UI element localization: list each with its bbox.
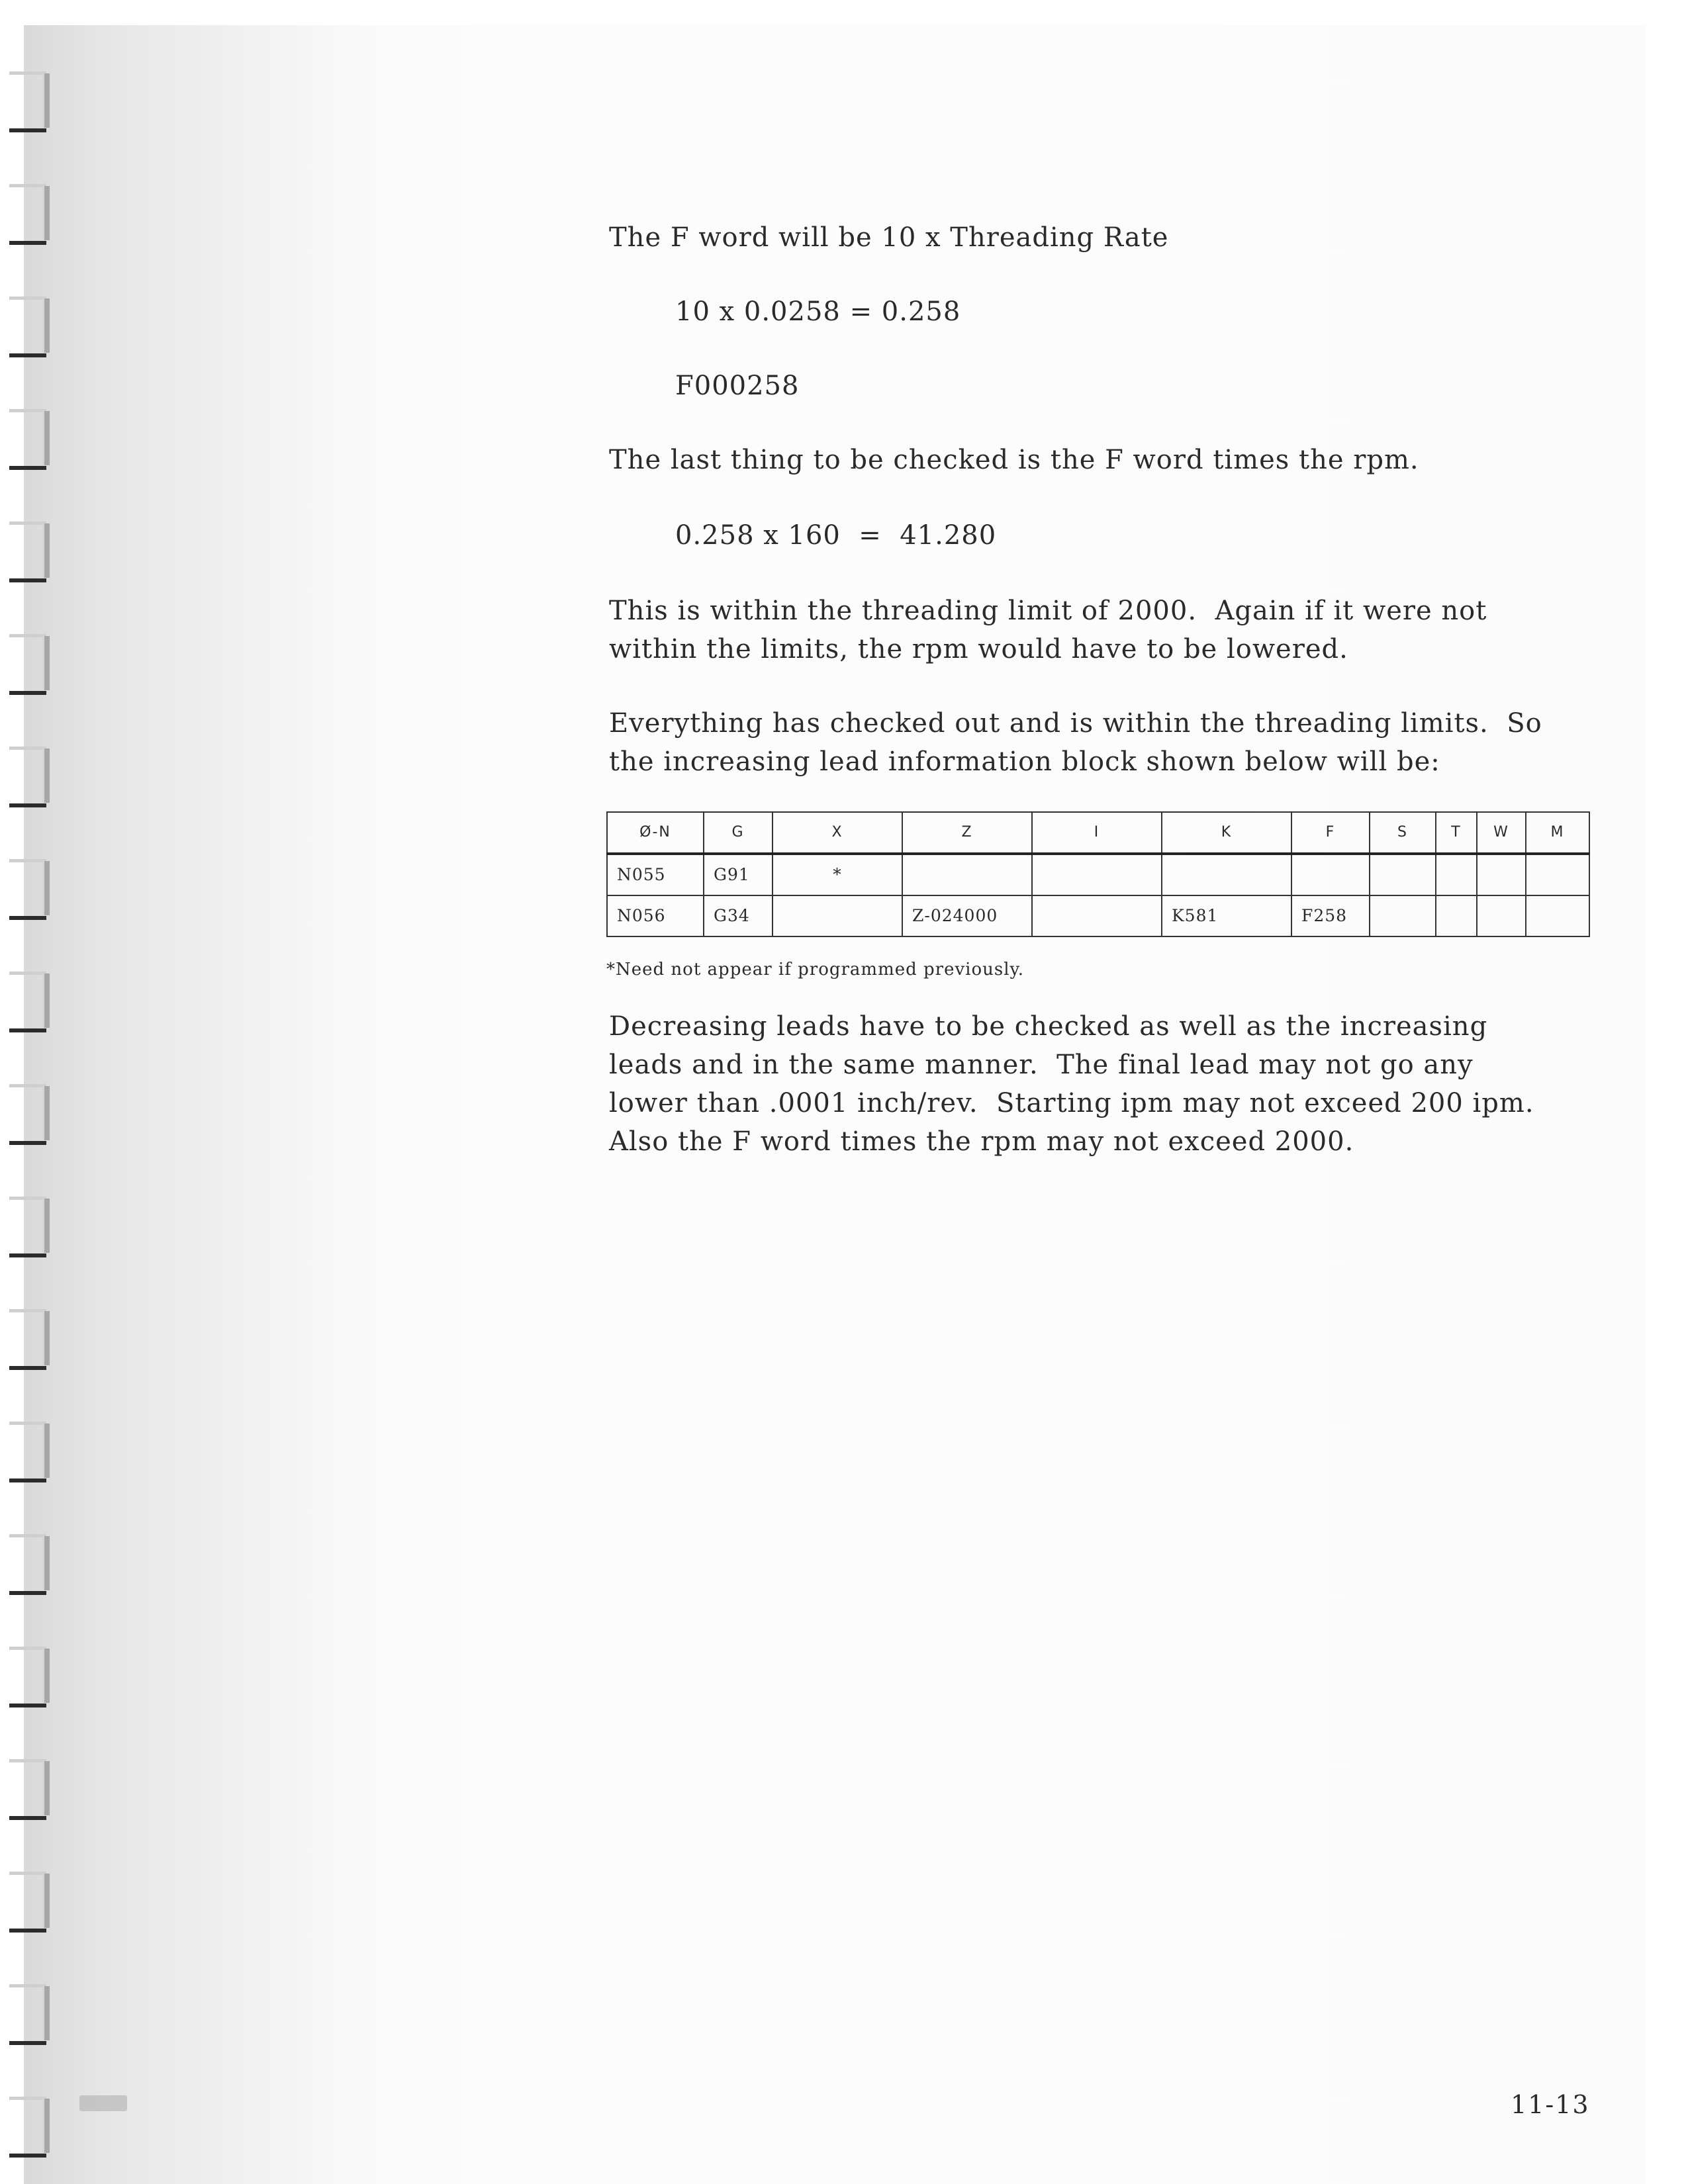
binding-ring-segment	[9, 184, 46, 187]
binding-ring-segment	[42, 1874, 50, 1928]
binding-ring-segment	[9, 803, 46, 807]
binding-ring	[9, 972, 48, 1032]
binding-ring-segment	[9, 1591, 46, 1595]
binding-ring-segment	[9, 1253, 46, 1257]
binding-ring	[9, 1759, 48, 1820]
binding-ring-segment	[9, 578, 46, 582]
binding-ring-segment	[42, 1986, 50, 2040]
binding-ring-segment	[9, 296, 46, 300]
column-header-x: X	[773, 812, 902, 854]
column-header-m: M	[1526, 812, 1589, 854]
binding-ring	[9, 184, 48, 245]
binding-ring-segment	[9, 2041, 46, 2045]
paragraph-decreasing-leads-line3: lower than .0001 inch/rev. Starting ipm may not exceed 200 ipm.	[609, 1088, 1534, 1118]
binding-ring-segment	[9, 1872, 46, 1875]
binding-ring-segment	[9, 1929, 46, 1933]
binding-ring-segment	[42, 861, 50, 915]
paragraph-last-check: The last thing to be checked is the F word times the rpm.	[609, 445, 1419, 475]
column-header-k: K	[1162, 812, 1291, 854]
binding-ring-segment	[42, 1649, 50, 1703]
paragraph-threading-limit-line1: This is within the threading limit of 2000. Again if it were not	[609, 596, 1487, 626]
binding-ring-segment	[9, 522, 46, 525]
equation-f-times-rpm: 0.258 x 160 = 41.280	[675, 520, 997, 551]
binding-ring-segment	[9, 691, 46, 695]
binding-ring-segment	[9, 634, 46, 637]
paragraph-threading-limit-line2: within the limits, the rpm would have to be lowered.	[609, 634, 1348, 664]
binding-ring-segment	[9, 1422, 46, 1425]
equation-threading-rate: 10 x 0.0258 = 0.258	[675, 296, 961, 327]
binding-ring-segment	[9, 1309, 46, 1312]
binding-ring-segment	[9, 1704, 46, 1707]
page-edge	[1646, 25, 1665, 2184]
binding-ring-segment	[9, 1479, 46, 1482]
binding-ring-segment	[9, 1759, 46, 1762]
binding-ring	[9, 1084, 48, 1145]
table-row	[607, 854, 1589, 895]
binding-ring-segment	[9, 2154, 46, 2158]
table-cell	[1526, 895, 1589, 936]
binding-ring	[9, 1534, 48, 1595]
table-cell: G34	[704, 895, 773, 936]
binding-ring-segment	[42, 749, 50, 803]
paragraph-checked-out-line1: Everything has checked out and is within the threading limits. So	[609, 708, 1542, 739]
table-cell: N056	[607, 895, 704, 936]
binding-ring	[9, 1872, 48, 1933]
binding-ring	[9, 1647, 48, 1707]
table-cell	[1032, 854, 1162, 895]
column-header-t: T	[1436, 812, 1477, 854]
binding-ring-segment	[9, 71, 46, 75]
binding-ring-segment	[42, 1311, 50, 1365]
paragraph-decreasing-leads-line4: Also the F word times the rpm may not exceed 2000.	[609, 1126, 1354, 1157]
binding-ring	[9, 747, 48, 807]
binding-ring-segment	[9, 241, 46, 245]
table-cell: F258	[1291, 895, 1370, 936]
binding-ring-segment	[9, 916, 46, 920]
binding-ring	[9, 859, 48, 920]
binding-ring	[9, 634, 48, 695]
spiral-binding	[0, 0, 53, 2184]
table-cell: G91	[704, 854, 773, 895]
table-cell	[1032, 895, 1162, 936]
table-cell: N055	[607, 854, 704, 895]
binding-ring-segment	[9, 859, 46, 862]
binding-ring	[9, 409, 48, 470]
column-header-z: Z	[902, 812, 1032, 854]
binding-ring-segment	[42, 1536, 50, 1590]
table-cell	[1436, 854, 1477, 895]
binding-ring-segment	[9, 1197, 46, 1200]
binding-ring-segment	[9, 1366, 46, 1370]
binding-ring-segment	[42, 186, 50, 240]
binding-ring-segment	[9, 2097, 46, 2100]
binding-ring-segment	[9, 1647, 46, 1650]
binding-ring-segment	[9, 1141, 46, 1145]
information-block-table	[606, 811, 1590, 937]
table-cell	[1526, 854, 1589, 895]
binding-ring-segment	[42, 1761, 50, 1815]
table-footnote: *Need not appear if programmed previously.	[606, 960, 1025, 979]
binding-ring-segment	[42, 974, 50, 1028]
binding-ring-segment	[9, 747, 46, 750]
table-cell: *	[773, 854, 902, 895]
table-cell: Z-024000	[902, 895, 1032, 936]
binding-ring	[9, 1309, 48, 1370]
binding-ring-segment	[9, 1534, 46, 1537]
faded-stamp	[79, 2095, 127, 2111]
binding-ring-segment	[42, 2099, 50, 2153]
table-cell	[1370, 895, 1436, 936]
binding-ring	[9, 2097, 48, 2158]
binding-ring-segment	[42, 636, 50, 690]
table-cell	[1291, 854, 1370, 895]
binding-ring-segment	[9, 1984, 46, 1987]
column-header-g: G	[704, 812, 773, 854]
column-header-i: I	[1032, 812, 1162, 854]
table-cell	[1477, 854, 1526, 895]
column-header-f: F	[1291, 812, 1370, 854]
binding-ring-segment	[9, 1816, 46, 1820]
table-cell	[902, 854, 1032, 895]
table-cell	[1370, 854, 1436, 895]
binding-ring-segment	[42, 411, 50, 465]
column-header-on: Ø-N	[607, 812, 704, 854]
table-cell: K581	[1162, 895, 1291, 936]
binding-ring	[9, 1984, 48, 2045]
binding-ring-segment	[9, 466, 46, 470]
paragraph-decreasing-leads-line2: leads and in the same manner. The final lead may not go any	[609, 1050, 1474, 1080]
page-number: 11-13	[1511, 2090, 1590, 2119]
table-cell	[1162, 854, 1291, 895]
binding-ring	[9, 1197, 48, 1257]
binding-ring-segment	[42, 298, 50, 353]
column-header-s: S	[1370, 812, 1436, 854]
binding-ring-segment	[9, 972, 46, 975]
paragraph-checked-out-line2: the increasing lead information block shown below will be:	[609, 747, 1440, 777]
paragraph-decreasing-leads-line1: Decreasing leads have to be checked as well as the increasing	[609, 1011, 1488, 1042]
table-cell	[1477, 895, 1526, 936]
binding-ring	[9, 71, 48, 132]
table-cell	[1436, 895, 1477, 936]
binding-ring-segment	[9, 128, 46, 132]
binding-ring-segment	[9, 1028, 46, 1032]
binding-ring	[9, 522, 48, 582]
column-header-w: W	[1477, 812, 1526, 854]
binding-ring-segment	[9, 409, 46, 412]
table-header-row	[607, 812, 1589, 854]
binding-ring	[9, 1422, 48, 1482]
binding-ring-segment	[42, 73, 50, 128]
binding-ring-segment	[42, 523, 50, 578]
equation-f-word: F000258	[675, 371, 800, 401]
binding-ring-segment	[42, 1086, 50, 1140]
table-cell	[773, 895, 902, 936]
binding-ring-segment	[9, 353, 46, 357]
binding-ring-segment	[42, 1199, 50, 1253]
binding-ring-segment	[9, 1084, 46, 1087]
paragraph-f-word: The F word will be 10 x Threading Rate	[609, 222, 1169, 253]
table-row	[607, 895, 1589, 936]
binding-ring	[9, 296, 48, 357]
binding-ring-segment	[42, 1424, 50, 1478]
